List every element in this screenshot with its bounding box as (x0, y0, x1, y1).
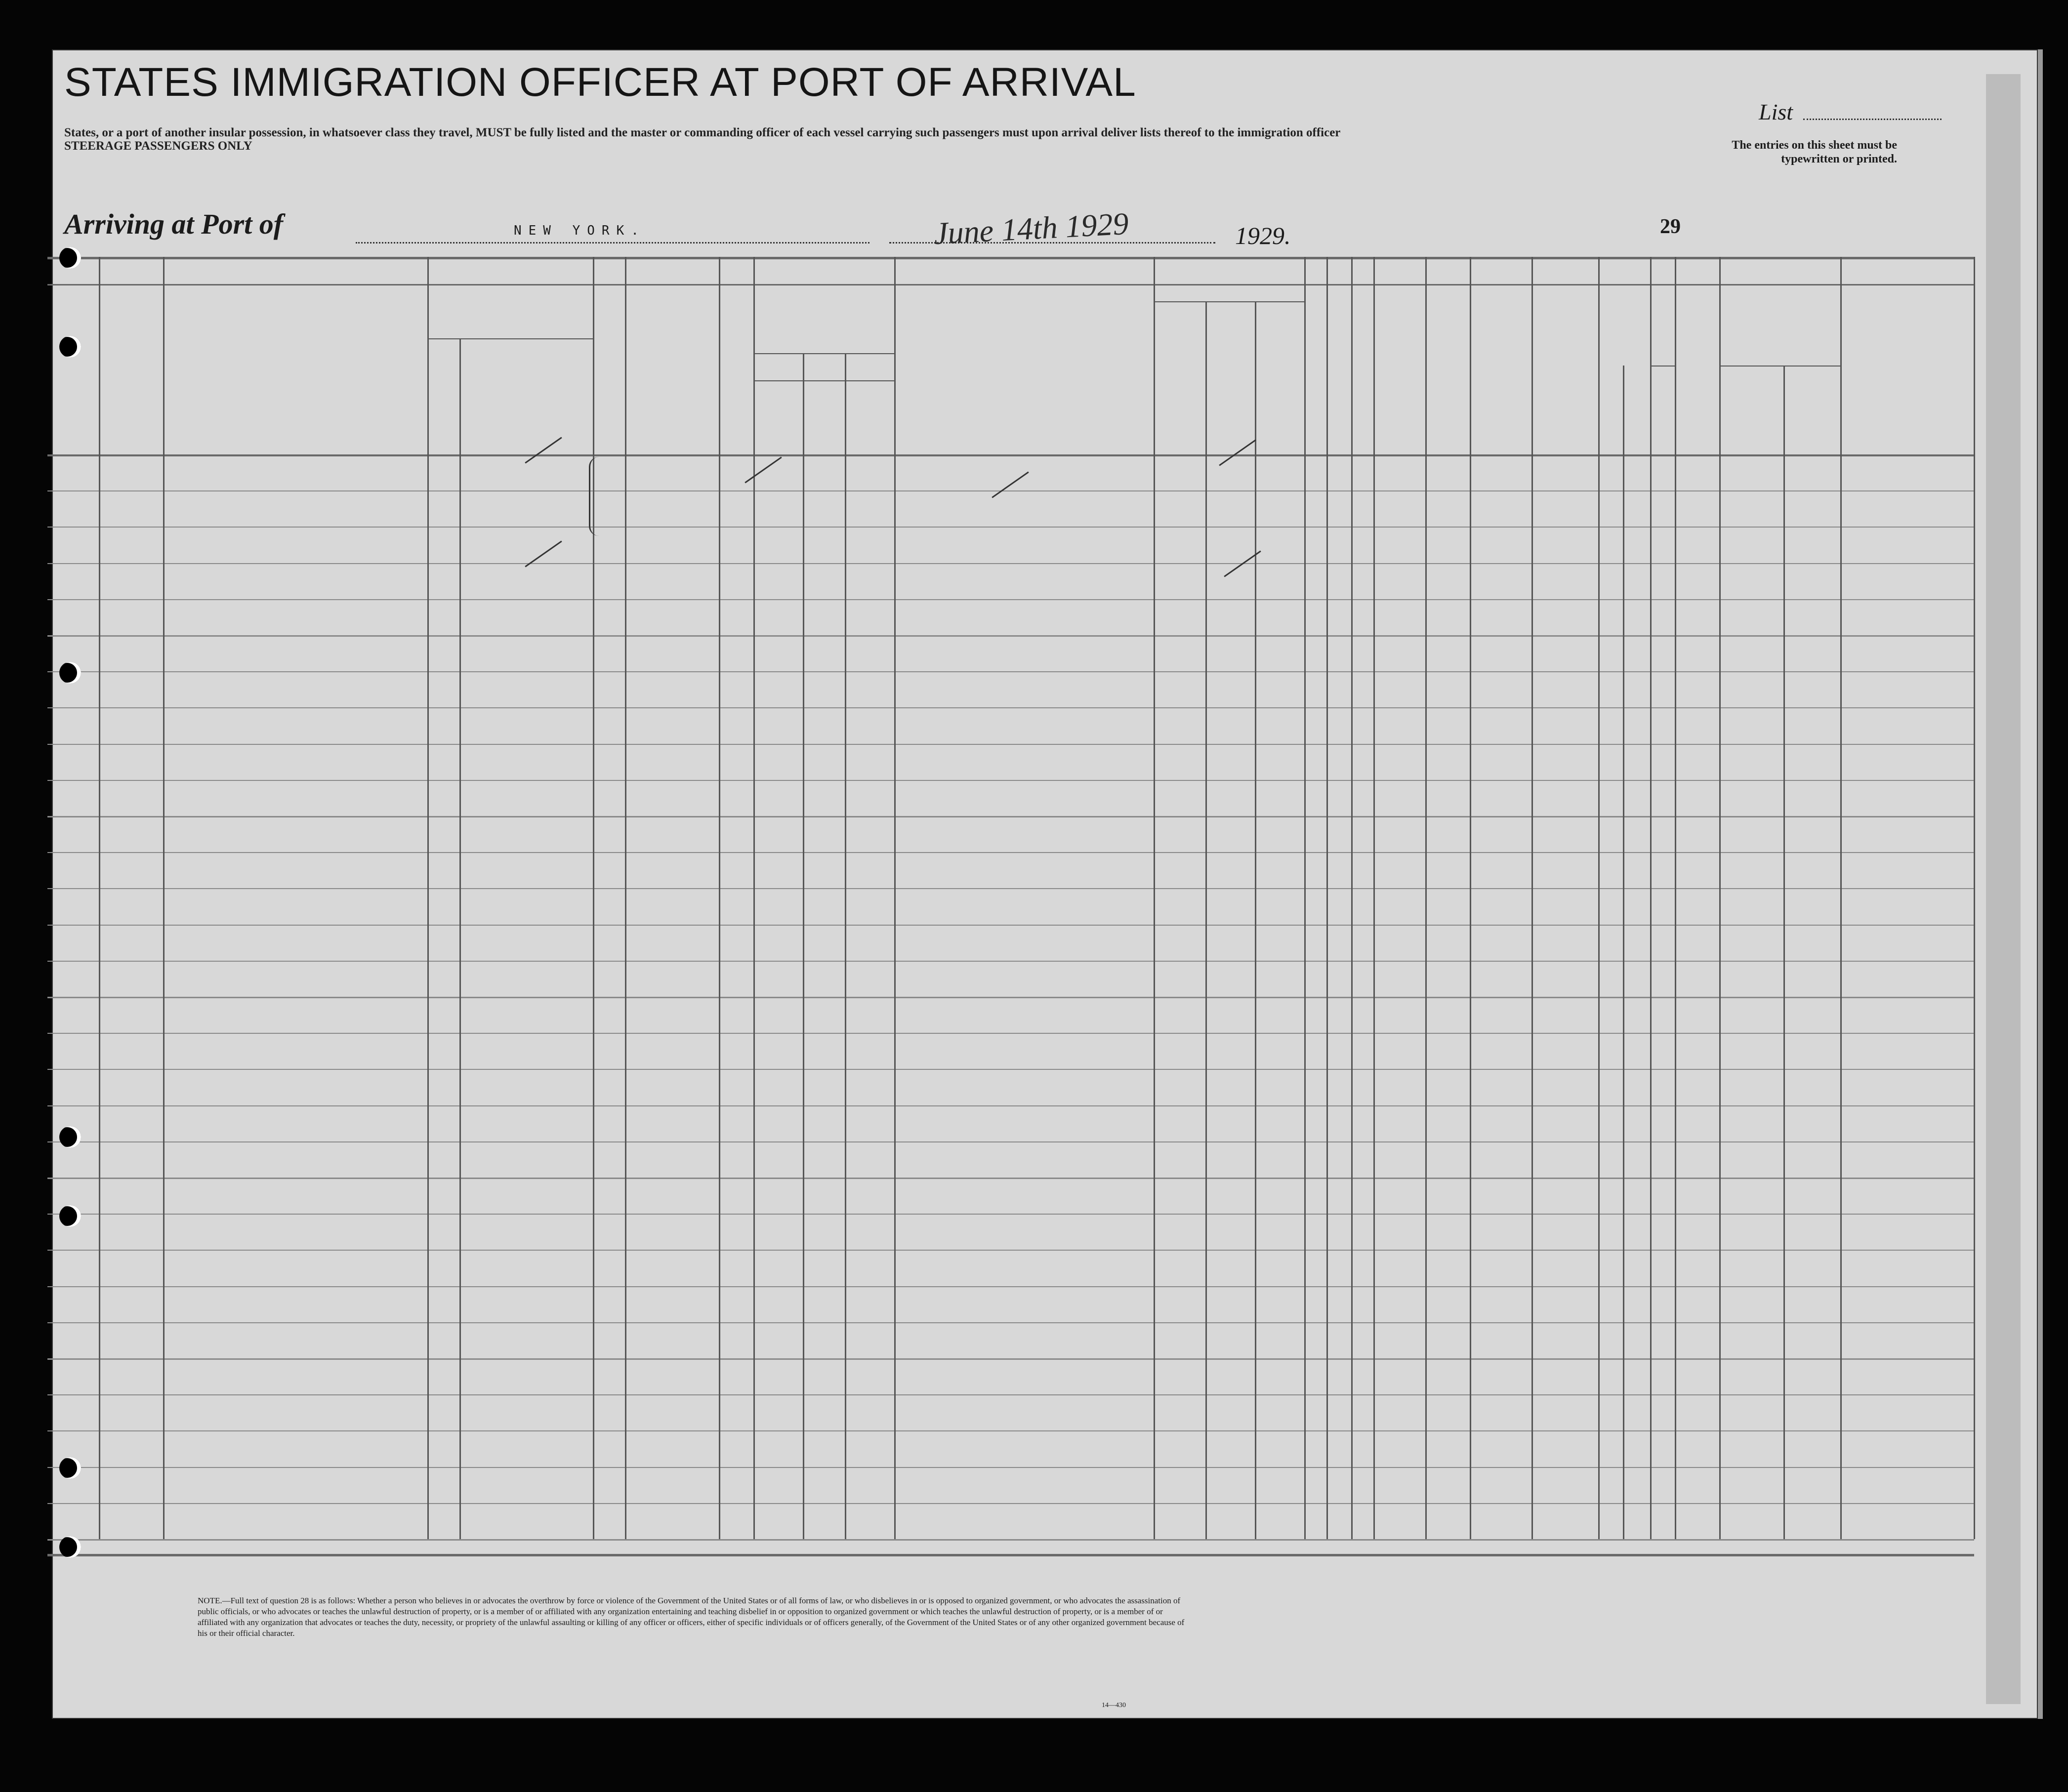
column-rule (894, 257, 896, 1539)
row-rule (47, 1394, 1974, 1395)
row-rule (47, 563, 1974, 564)
column-rule (1840, 257, 1842, 1539)
column-rule (1675, 257, 1676, 1539)
table-top-rule (47, 257, 1974, 259)
port-value: NEW YORK. (514, 223, 646, 238)
subcolumn-rule (1783, 366, 1785, 1539)
row-rule (47, 1539, 1974, 1541)
column-rule (99, 257, 100, 1539)
manifest-sheet (52, 49, 2043, 1719)
subcolumn-header (1223, 311, 1242, 440)
row-rule (47, 1105, 1974, 1106)
subtitle-steerage: STEERAGE PASSENGERS ONLY (64, 139, 252, 153)
colnum-rule (47, 284, 1974, 285)
subcolumn-rule (803, 353, 804, 1539)
arrival-date: June 14th 1929 (933, 205, 1130, 251)
column-rule (1373, 257, 1375, 1539)
row-rule (47, 1467, 1974, 1468)
column-rule (1598, 257, 1600, 1539)
row-rule (47, 1358, 1974, 1360)
row-rule (47, 1214, 1974, 1215)
page-number: 29 (1660, 215, 1681, 238)
column-header (730, 296, 750, 445)
row-rule (47, 1141, 1974, 1142)
row-rule (47, 599, 1974, 600)
subheader-rule (1650, 366, 1675, 367)
punch-hole (59, 662, 81, 684)
column-rule (719, 257, 720, 1539)
form-code: 14—430 (1102, 1702, 1126, 1709)
row-rule (47, 1069, 1974, 1070)
row-rule (47, 635, 1974, 637)
subcolumn-rule (1623, 366, 1624, 1539)
list-label: List (1759, 99, 1793, 124)
row-rule (47, 1250, 1974, 1251)
column-header (1442, 296, 1461, 445)
bracket-mark (589, 457, 600, 536)
punch-hole (59, 247, 81, 269)
row-rule (47, 925, 1974, 926)
entries-note: The entries on this sheet must be typewritten or printed. (1732, 139, 1897, 165)
table-bottom-rule (47, 1554, 1974, 1556)
row-rule (47, 1033, 1974, 1034)
subtitle-line: States, or a port of another insular possession, in whatsoever class they travel, MUST be fully listed and the master or commanding officer of each vessel carrying such passengers must upon arrival deliver lists thereof to the immigration officer (64, 126, 1341, 139)
row-rule (47, 888, 1974, 889)
punch-hole (59, 1126, 81, 1148)
arriving-label: Arriving at Port of (64, 208, 284, 240)
row-rule (47, 961, 1974, 962)
subheader-rule (753, 380, 894, 381)
row-rule (47, 707, 1974, 708)
column-rule (593, 257, 594, 1539)
column-rule (1326, 257, 1328, 1539)
column-rule (1974, 257, 1975, 1539)
row-rule (47, 671, 1974, 672)
punch-hole (59, 1205, 81, 1227)
row-rule (47, 1286, 1974, 1287)
row-rule (47, 1322, 1974, 1323)
page-title: STATES IMMIGRATION OFFICER AT PORT OF ARRIVAL (64, 60, 1136, 105)
punch-hole (59, 1536, 81, 1558)
row-rule (47, 490, 1974, 491)
column-rule (1470, 257, 1471, 1539)
column-header (1394, 296, 1413, 445)
subheader-rule (1719, 366, 1840, 367)
subcolumn-header (1171, 311, 1191, 440)
punch-hole (59, 1457, 81, 1479)
column-rule (1304, 257, 1306, 1539)
column-rule (753, 257, 755, 1539)
subheader-rule (427, 338, 593, 339)
row-rule (47, 527, 1974, 528)
row-rule (47, 816, 1974, 817)
row-rule (47, 852, 1974, 853)
row-rule (47, 744, 1974, 745)
column-rule (427, 257, 429, 1539)
port-line (356, 242, 869, 244)
subheader-rule (1154, 301, 1304, 302)
column-header (1357, 296, 1376, 445)
column-rule (1531, 257, 1533, 1539)
subcolumn-rule (1255, 301, 1256, 1539)
subcolumn-rule (459, 338, 461, 1539)
subcolumn-rule (1205, 301, 1207, 1539)
column-header (1310, 296, 1329, 445)
arrival-year: 1929. (1235, 222, 1291, 249)
column-rule (163, 257, 165, 1539)
header-bottom-rule (47, 454, 1974, 456)
row-rule (47, 997, 1974, 998)
row-rule (47, 1503, 1974, 1504)
column-rule (1154, 257, 1155, 1539)
page-edge (1986, 74, 2021, 1704)
column-rule (1719, 257, 1721, 1539)
subcolumn-header (1272, 311, 1292, 440)
row-rule (47, 1430, 1974, 1431)
subheader-rule (753, 353, 894, 354)
column-rule (1650, 257, 1652, 1539)
column-header (1333, 296, 1353, 445)
column-header (603, 296, 623, 445)
punch-hole (59, 336, 81, 358)
row-rule (47, 780, 1974, 781)
list-line (1803, 119, 1942, 120)
subcolumn-rule (845, 353, 846, 1539)
footnote: NOTE.—Full text of question 28 is as follows: Whether a person who believes in or advocates the overthrow by force or violence of the Government of the United States or of all forms of law, or who disbelieves in or is opposed to organized government, or who advocates the assassination of public officials, or who advocates or teaches the unlawful destruction of property, or is a member of or affiliated with any organization entertaining and teaching disbelief in or opposition to organized government or which teaches the unlawful destruction of property, or is a member of or affiliated with any organization that advocates or teaches the duty, necessity, or propriety of the unlawful assaulting or killing of any officer or officers, either of specific individuals or of officers generally, of the Government of the United States or of any other organized government because of his or their official character. (198, 1596, 1185, 1638)
column-rule (1351, 257, 1353, 1539)
column-rule (1425, 257, 1427, 1539)
column-rule (625, 257, 626, 1539)
column-header (1618, 296, 1638, 445)
row-rule (47, 1178, 1974, 1179)
